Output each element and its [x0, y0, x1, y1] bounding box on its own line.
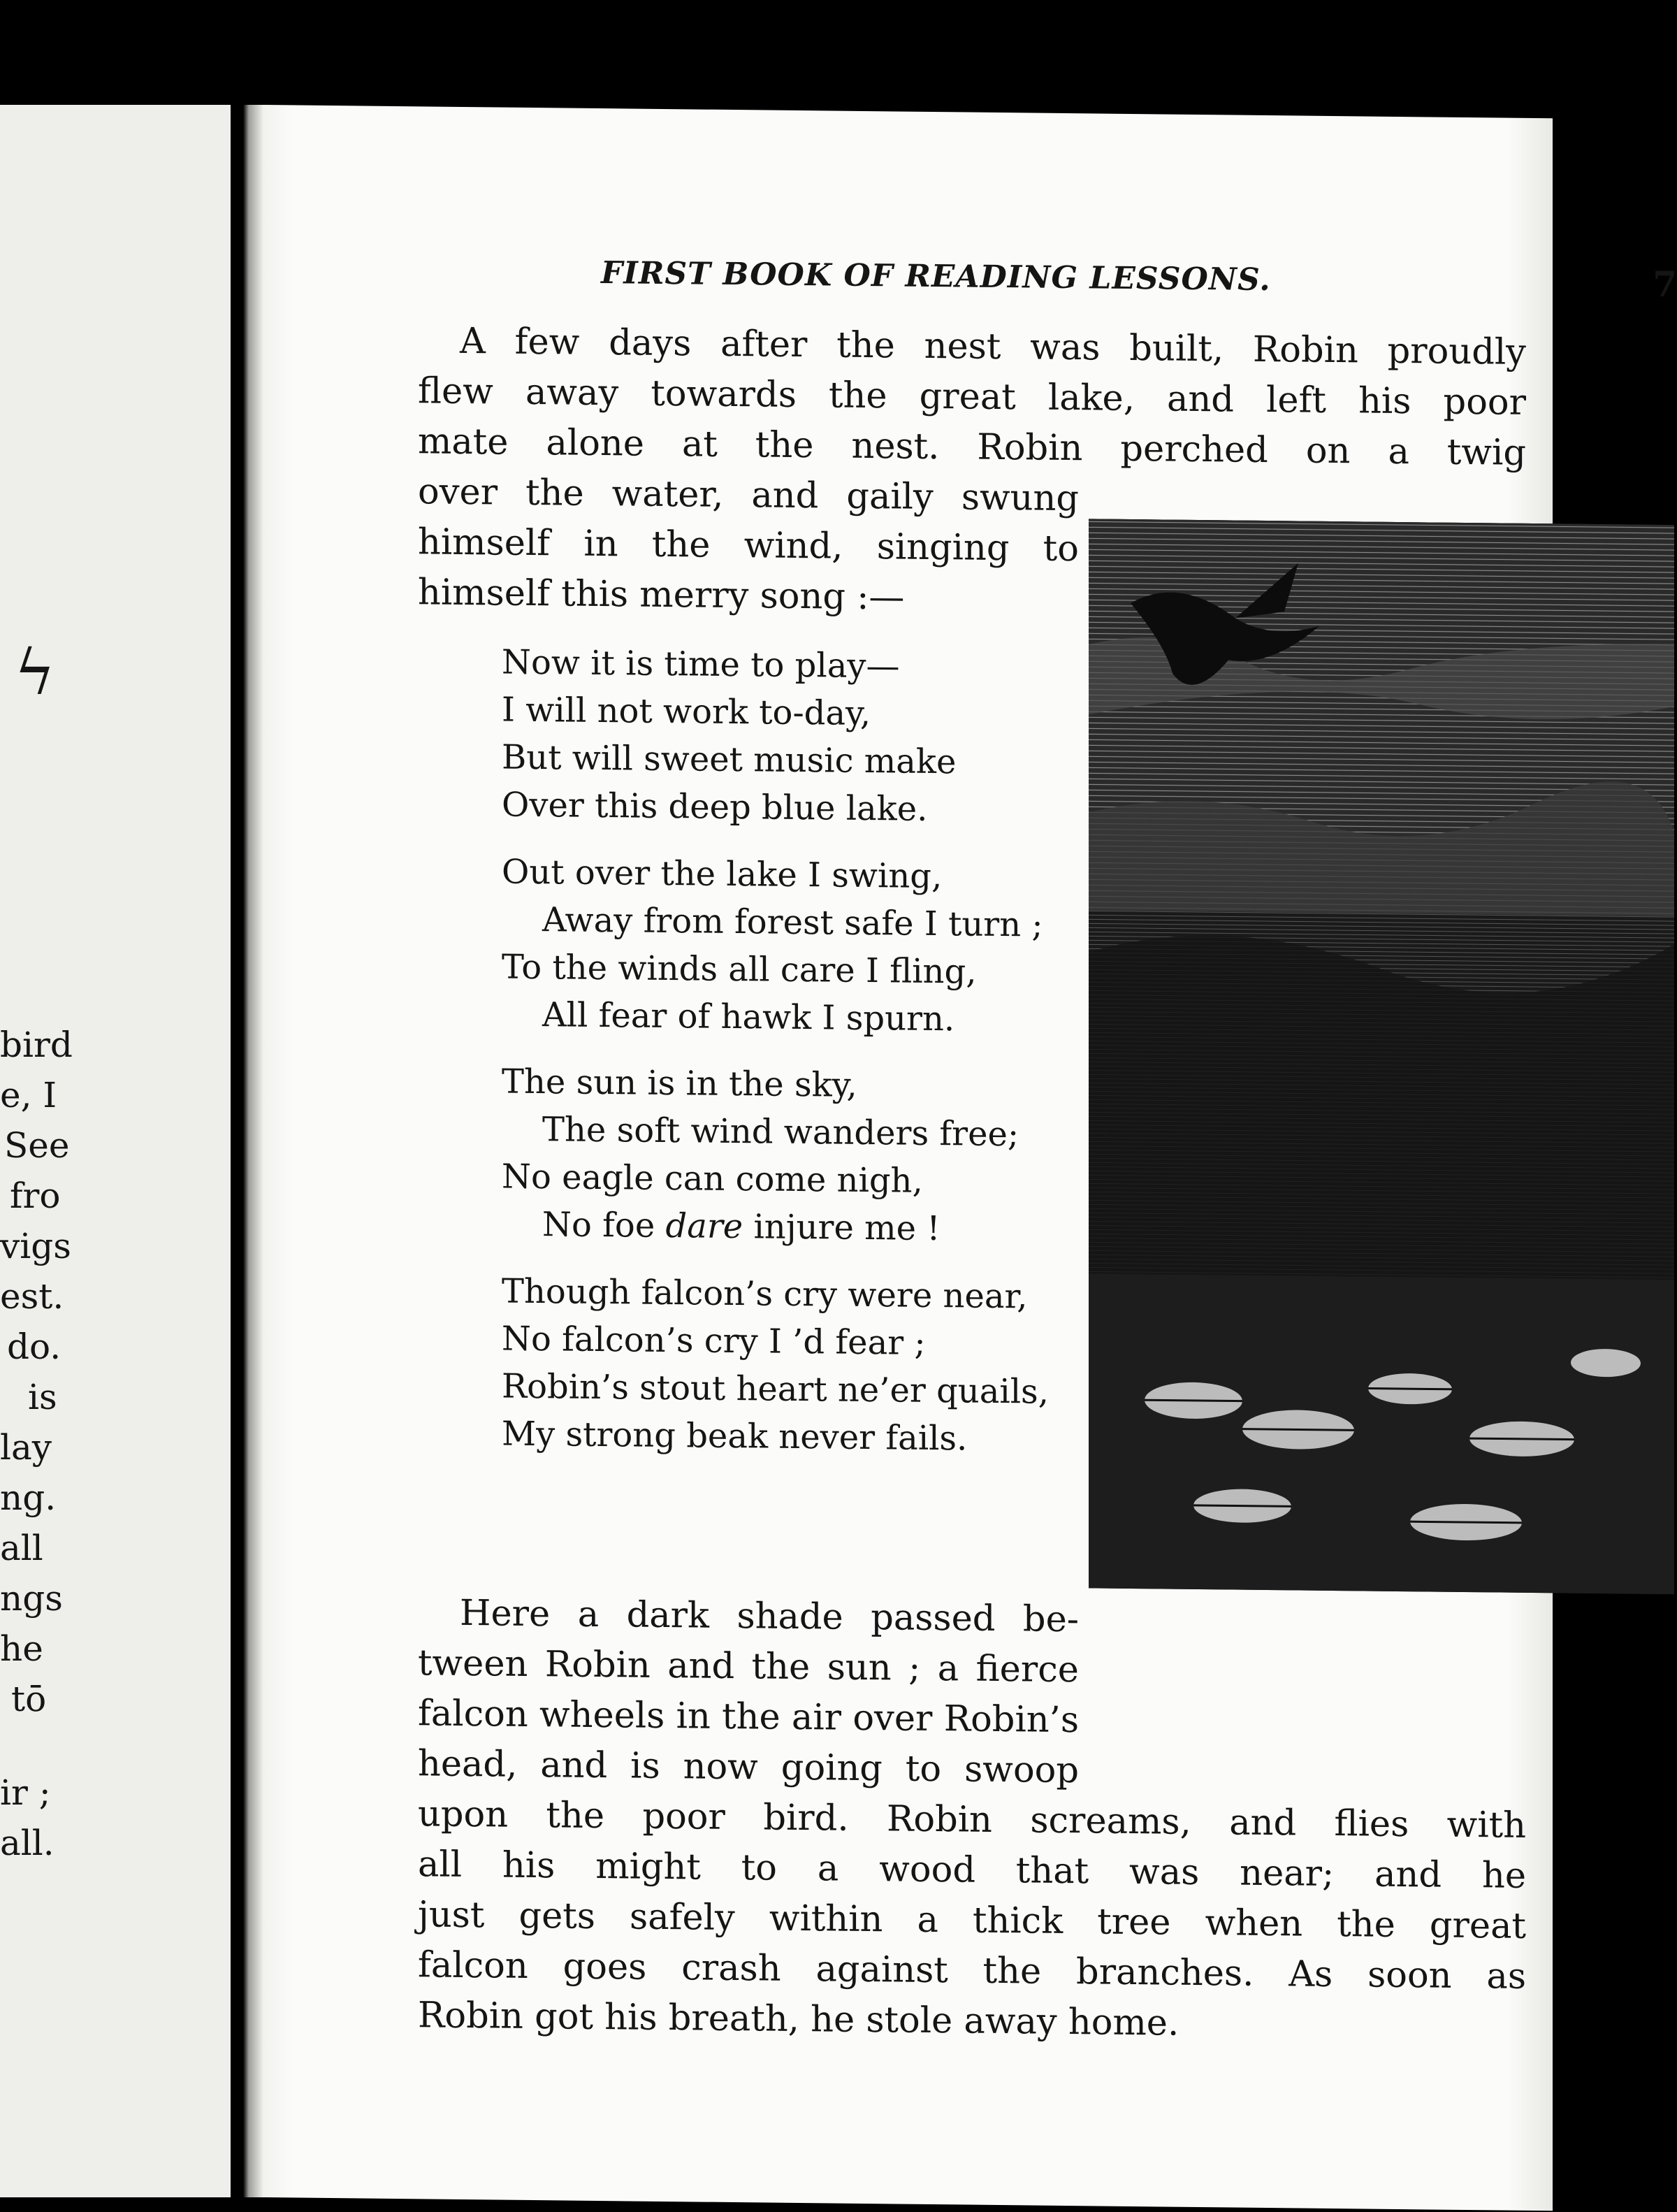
poem — [502, 639, 1049, 1483]
text-line: mate alone at the nest. Robin perched on a twig — [418, 421, 1526, 474]
stanza — [502, 1268, 1049, 1463]
poem-line: Though falcon’s cry were near, — [502, 1271, 1028, 1317]
text-line: all his might to a wood that was near; and he — [418, 1844, 1526, 1897]
left-page-fragment: See — [4, 1125, 70, 1166]
poem-line: Away from forest safe I turn ; — [542, 900, 1043, 945]
text-line: upon the poor bird. Robin screams, and flies with — [418, 1793, 1526, 1846]
poem-line: I will not work to-day, — [502, 690, 871, 734]
poem-line: No falcon’s cry I ’d fear ; — [502, 1319, 926, 1363]
text-line: A few days after the nest was built, Robin proudly — [460, 320, 1526, 373]
text-line: head, and is now going to swoop — [418, 1743, 1079, 1792]
falcon-engraving-image — [1089, 519, 1674, 1594]
engraving-illustration — [1089, 519, 1674, 1594]
text-line: flew away towards the great lake, and left his poor — [418, 370, 1526, 424]
text-line: Here a dark shade passed be- — [460, 1592, 1079, 1641]
paragraph-1 — [418, 316, 1526, 479]
text-line: falcon goes crash against the branches. As soon as — [418, 1944, 1526, 1997]
text-line: tween Robin and the sun ; a fierce — [418, 1642, 1079, 1691]
left-page-fragment: is — [28, 1377, 57, 1417]
stanza — [502, 848, 1049, 1044]
book-page — [264, 105, 1677, 2211]
poem-line: But will sweet music make — [502, 737, 957, 782]
left-facing-page — [0, 105, 231, 2197]
poem-line: My strong beak never fails. — [502, 1414, 968, 1459]
left-page-fragment: all. — [0, 1823, 55, 1863]
left-page-fragment: ir ; — [0, 1772, 51, 1813]
poem-line: Now it is time to play— — [502, 642, 900, 686]
poem-line: The sun is in the sky, — [502, 1062, 857, 1105]
left-page-fragment: bird — [0, 1025, 73, 1065]
paragraph-2 — [418, 1789, 1526, 2053]
left-page-fragment: he — [0, 1628, 43, 1669]
left-page-ornament: ϟ — [14, 636, 56, 709]
left-page-fragment: tō — [11, 1679, 47, 1719]
poem-line: Out over the lake I swing, — [502, 852, 943, 897]
left-page-fragment: e, I — [0, 1075, 57, 1115]
text-line: falcon wheels in the air over Robin’s — [418, 1693, 1079, 1742]
paragraph-1-wrapped — [418, 467, 1079, 625]
poem-line: Robin’s stout heart ne’er quails, — [502, 1366, 1049, 1412]
stanza — [502, 639, 1049, 834]
left-page-fragment: all — [0, 1528, 43, 1568]
left-page-fragment: ng. — [0, 1477, 57, 1518]
poem-line: No foe dare injure me ! — [542, 1205, 941, 1249]
poem-line: All fear of hawk I spurn. — [542, 995, 955, 1039]
left-page-fragment: ngs — [0, 1578, 63, 1619]
left-page-fragment: est. — [0, 1276, 64, 1317]
page-number: 7 — [1653, 263, 1677, 305]
text-line: over the water, and gaily swung — [418, 471, 1079, 520]
text-line: Robin got his breath, he stole away home. — [418, 1995, 1179, 2044]
emphasized-word: dare — [665, 1206, 743, 1247]
poem-line: No eagle can come nigh, — [502, 1157, 923, 1201]
text-line: just gets safely within a thick tree when the great — [418, 1894, 1526, 1947]
left-page-fragment: lay — [0, 1427, 52, 1468]
left-page-fragment: do. — [7, 1327, 61, 1367]
poem-line: To the winds all care I fling, — [502, 947, 977, 992]
running-head: FIRST BOOK OF READING LESSONS. — [601, 255, 1271, 298]
poem-line: Over this deep blue lake. — [502, 785, 928, 829]
text-line: himself in the wind, singing to — [418, 521, 1079, 570]
stanza — [502, 1058, 1049, 1254]
page-header — [601, 255, 1677, 308]
left-page-fragment: fro — [10, 1176, 61, 1216]
paragraph-2-wrapped — [418, 1588, 1079, 1796]
poem-line: The soft wind wanders free; — [542, 1110, 1019, 1155]
left-page-fragment: vigs — [0, 1226, 71, 1266]
book-gutter — [231, 105, 264, 2197]
text-line: himself this merry song :— — [418, 572, 905, 619]
